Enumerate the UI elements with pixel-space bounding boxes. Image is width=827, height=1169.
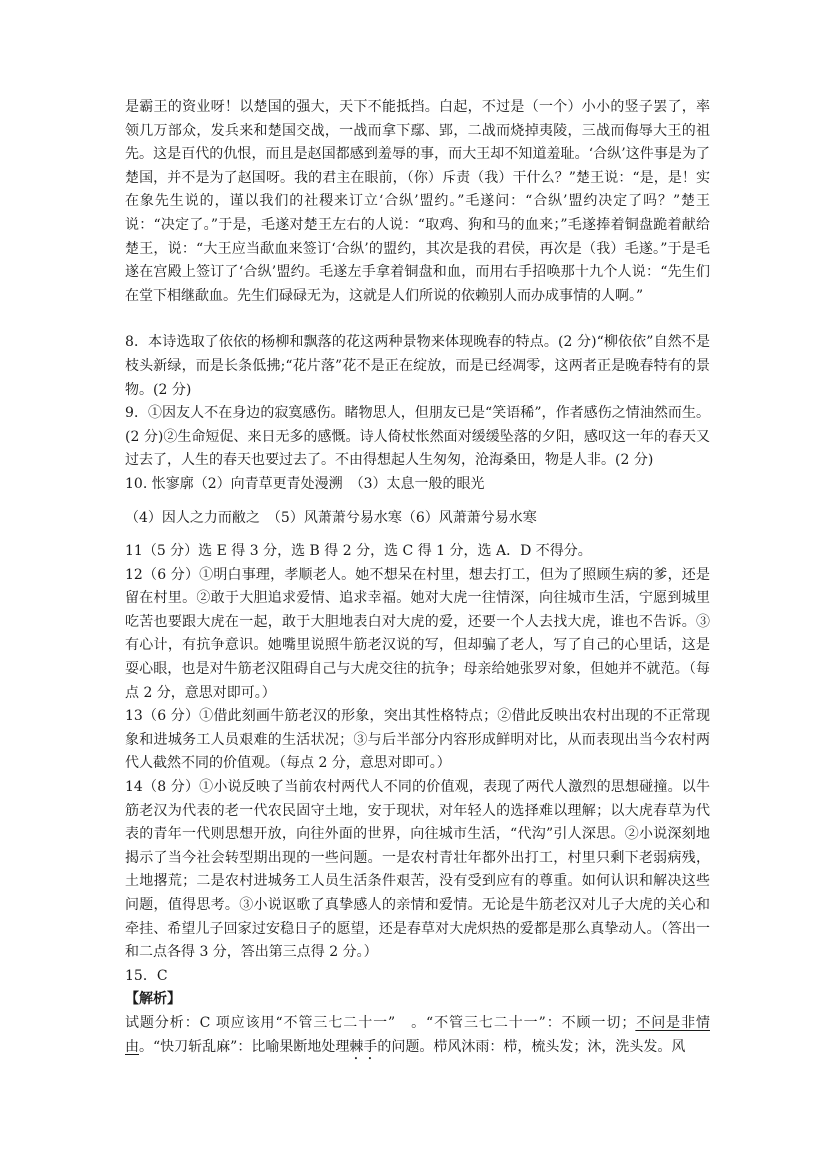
answer-14: 14（8 分）①小说反映了当前农村两代人不同的价值观，表现了两代人激烈的思想碰撞。以牛筋老汉为代表的老一代农民固守土地，安于现状，对年轻人的选择难以理解；以大虎春草为代表的青年一代则思想开放，向往外面的世界，向往城市生活，“代沟”引人深思。②小说深刻地揭示了当今社会转型期出现的一些问题。一是农村青壮年都外出打工，村里只剩下老弱病残，土地撂荒；二是农村进城务工人员生活条件艰苦，没有受到应有的尊重。如何认识和解决这些问题，值得思考。③小说讴歌了真挚感人的亲情和爱情。无论是牛筋老汉对儿子大虎的关心和牵挂、希望儿子回家过安稳日子的愿望，还是春草对大虎炽热的爱都是那么真挚动人。（答出一和二点各得 3 分，答出第三点得 2 分。） — [125, 779, 710, 961]
answer-9: 9．①因友人不在身边的寂寞感伤。睹物思人，但朋友已是“笑语稀”，作者感伤之情油然而生。(2 分)②生命短促、来日无多的感慨。诗人倚杖怅然面对缓缓坠落的夕阳，感叹这一年的春天又过去了，人生的春天也要过去了。不由得想起人生匆匆，沧海桑田，物是人非。(2 分) — [125, 405, 710, 469]
analysis-text-1: 试题分析：C 项应该用“不管三七二十一” 。“不管三七二十一”：不顾一切； — [125, 1014, 636, 1031]
answer-10-line-1: 10. 怅寥廓（2）向青草更青处漫溯 （3）太息一般的眼光 — [125, 475, 485, 492]
spacer — [125, 497, 710, 507]
document-page — [125, 96, 710, 1063]
analysis-heading: 【解析】 — [125, 991, 181, 1008]
answer-11: 11（5 分）选 E 得 3 分，选 B 得 2 分，选 C 得 1 分，选 A．D 不得分。 — [125, 543, 592, 560]
spacer — [125, 308, 710, 331]
answer-10-line-2: （4）因人之力而敝之 （5）风萧萧兮易水寒（6）风萧萧兮易水寒 — [125, 509, 537, 526]
analysis-text-2: 。“快刀斩乱麻”：比喻果断地处理 — [139, 1038, 350, 1055]
answer-15: 15．C — [125, 967, 168, 984]
answer-15-analysis — [125, 1012, 710, 1063]
spacer — [125, 530, 710, 540]
answer-8: 8．本诗选取了依依的杨柳和飘落的花这两种景物来体现晚春的特点。(2 分)“柳依依”自然不是枝头新绿，而是长条低拂;“花片落”花不是正在绽放，而是已经凋零，这两者正是晚春特有的景物。(2 分) — [125, 334, 710, 398]
answer-13: 13（6 分）①借此刻画牛筋老汉的形象，突出其性格特点；②借此反映出农村出现的不正常现象和进城务工人员艰难的生活状况；③与后半部分内容形成鲜明对比，从而表现出当今农村两代人截然不同的价值观。（每点 2 分，意思对即可。） — [125, 708, 710, 772]
analysis-dotted-text: 棘手 — [349, 1038, 378, 1055]
answer-12: 12（6 分）①明白事理，孝顺老人。她不想呆在村里，想去打工，但为了照顾生病的爹，还是留在村里。②敢于大胆追求爱情、追求幸福。她对大虎一往情深，向往城市生活，宁愿到城里吃苦也要跟大虎在一起，敢于大胆地表白对大虎的爱，还要一个人去找大虎，谁也不告诉。③有心计，有抗争意识。她嘴里说照牛筋老汉说的写，但却骗了老人，写了自己的心里话，这是耍心眼，也是对牛筋老汉阻碍自己与大虎交往的抗争；母亲给她张罗对象，但她并不就范。（每点 2 分，意思对即可。） — [125, 566, 710, 701]
analysis-text-3: 的问题。栉风沐雨：栉，梳头发；沐，洗头发。风 — [377, 1038, 686, 1055]
translation-paragraph: 是霸王的资业呀！以楚国的强大，天下不能抵挡。白起，不过是（一个）小小的竖子罢了，率领几万部众，发兵来和楚国交战，一战而拿下鄢、郢，二战而烧掉夷陵，三战而侮辱大王的祖先。这是百代的仇恨，而且是赵国都感到羞辱的事，而大王却不知道羞耻。‘合纵’这件事是为了楚国，并不是为了赵国呀。我的君主在眼前，（你）斥责（我）干什么？”楚王说：“是，是！实在象先生说的，谨以我们的社稷来订立‘合纵’盟约。”毛遂问：“合纵’盟约决定了吗？”楚王说：“决定了。”于是，毛遂对楚王左右的人说：“取鸡、狗和马的血来；”毛遂捧着铜盘跪着献给楚王，说：“大王应当歃血来签订‘合纵’的盟约，其次是我的君侯，再次是（我）毛遂。”于是毛遂在宫殿上签订了‘合纵’盟约。毛遂左手拿着铜盘和血，而用右手招唤那十九个人说：“先生们在堂下相继歃血。先生们碌碌无为，这就是人们所说的依赖别人而办成事情的人啊。” — [125, 99, 710, 304]
analysis-underlined-text: 不问是非情由 — [125, 1014, 710, 1055]
